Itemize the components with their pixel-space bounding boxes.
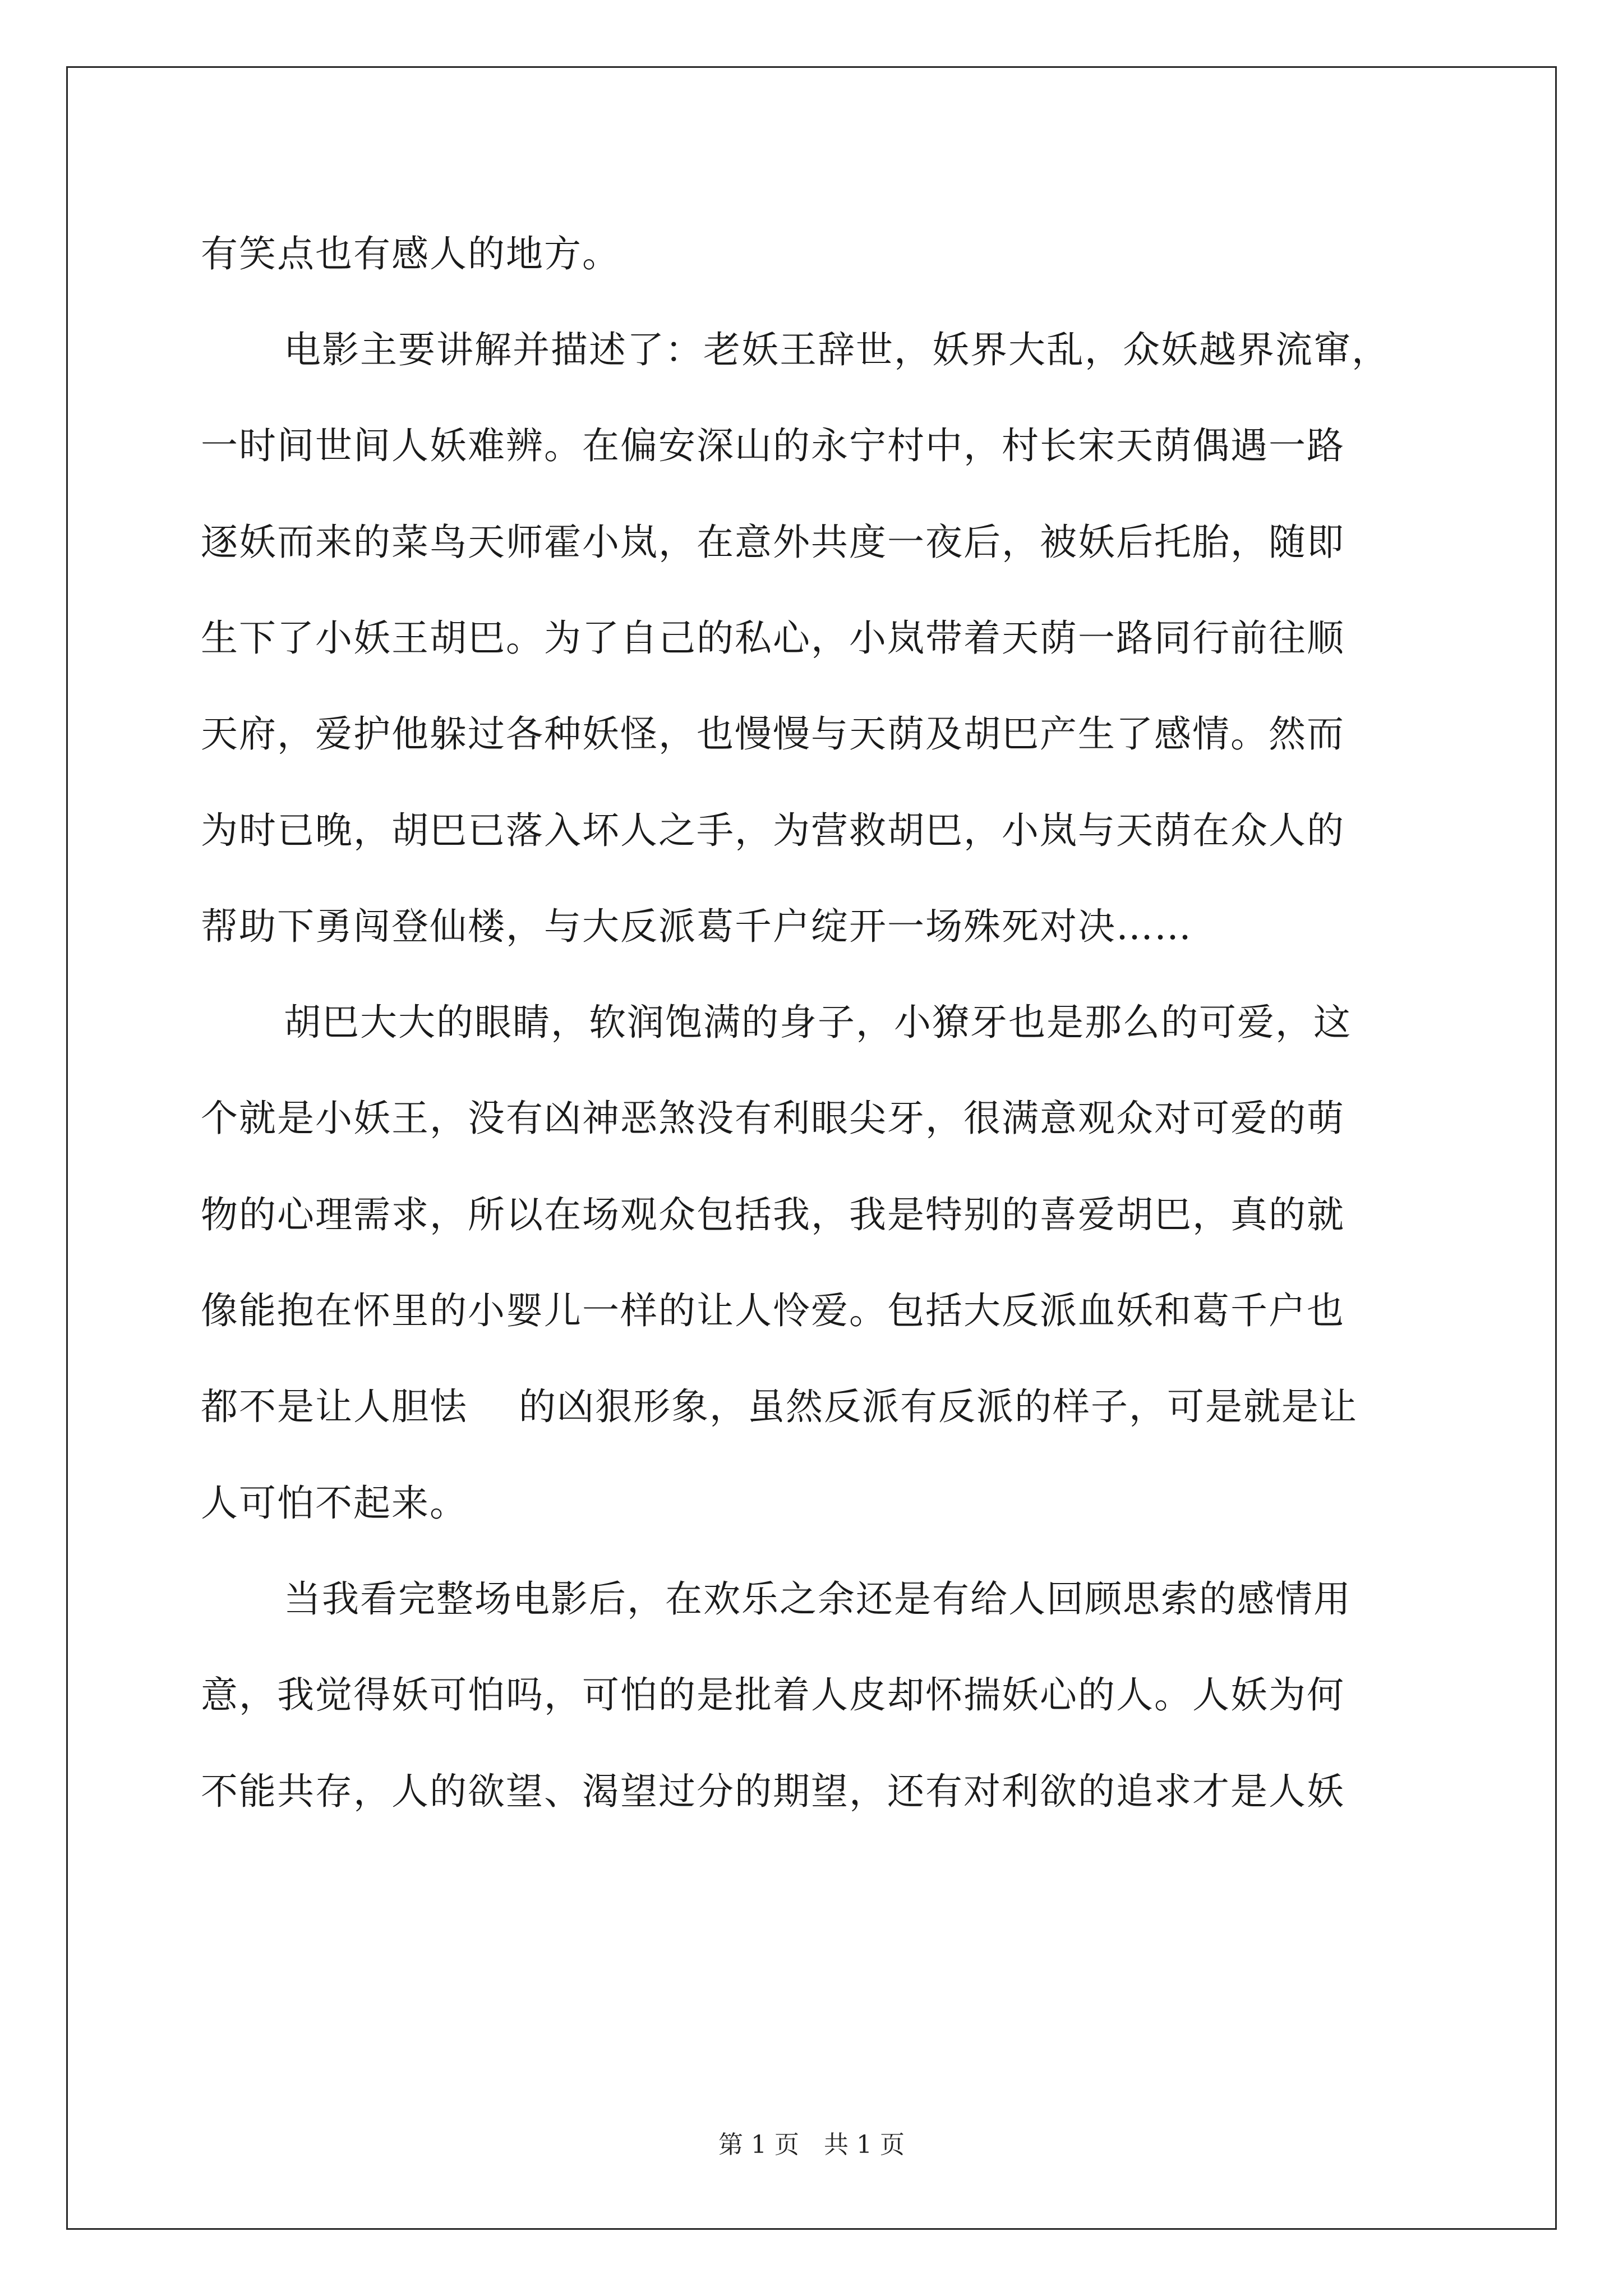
text-line: 为时已晚，胡巴已落入坏人之手，为营救胡巴，小岚与天荫在众人的 bbox=[201, 809, 1345, 852]
text-line: 逐妖而来的菜鸟天师霍小岚，在意外共度一夜后，被妖后托胎，随即 bbox=[201, 521, 1345, 564]
text-line: 个就是小妖王，没有凶神恶煞没有利眼尖牙，很满意观众对可爱的萌 bbox=[201, 1097, 1345, 1140]
text-line: 电影主要讲解并描述了：老妖王辞世，妖界大乱，众妖越界流窜， bbox=[284, 328, 1390, 371]
text-line: 都不是让人胆怯 的凶狠形象，虽然反派有反派的样子，可是就是让 bbox=[201, 1385, 1358, 1428]
text-line: 当我看完整场电影后，在欢乐之余还是有给人回顾思索的感情用 bbox=[284, 1577, 1352, 1621]
text-line: 天府，爱护他躲过各种妖怪，也慢慢与天荫及胡巴产生了感情。然而 bbox=[201, 712, 1345, 756]
text-line: 物的心理需求，所以在场观众包括我，我是特别的喜爱胡巴，真的就 bbox=[201, 1193, 1345, 1236]
text-line: 像能抱在怀里的小婴儿一样的让人怜爱。包括大反派血妖和葛千户也 bbox=[201, 1289, 1345, 1332]
text-line: 胡巴大大的眼睛，软润饱满的身子，小獠牙也是那么的可爱，这 bbox=[284, 1001, 1352, 1044]
text-line: 生下了小妖王胡巴。为了自己的私心，小岚带着天荫一路同行前往顺 bbox=[201, 616, 1345, 660]
page-footer: 第 1 页 共 1 页 bbox=[718, 2131, 905, 2159]
text-line: 意，我觉得妖可怕吗，可怕的是批着人皮却怀揣妖心的人。人妖为何 bbox=[201, 1673, 1345, 1717]
text-line: 有笑点也有感人的地方。 bbox=[201, 232, 620, 275]
text-line: 帮助下勇闯登仙楼，与大反派葛千户绽开一场殊死对决…… bbox=[201, 905, 1192, 948]
text-line: 人可怕不起来。 bbox=[201, 1481, 468, 1525]
text-line: 不能共存，人的欲望、渴望过分的期望，还有对利欲的追求才是人妖 bbox=[201, 1770, 1345, 1813]
text-line: 一时间世间人妖难辨。在偏安深山的永宁村中，村长宋天荫偶遇一路 bbox=[201, 424, 1345, 467]
